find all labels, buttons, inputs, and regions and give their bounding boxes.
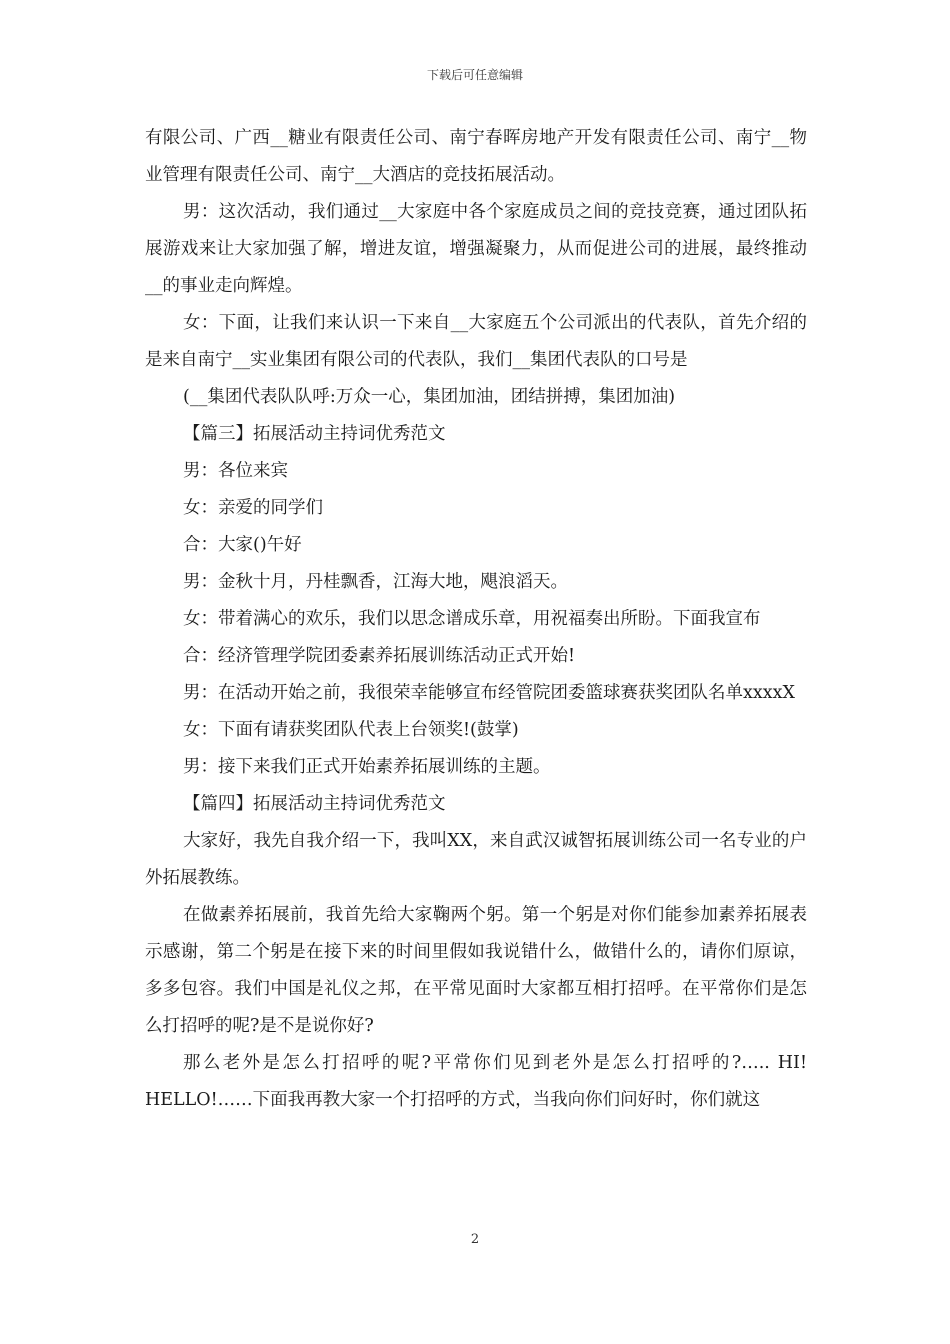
paragraph: 男：各位来宾: [183, 461, 288, 481]
paragraph: 合：大家()午好: [183, 535, 302, 555]
paragraph: 有限公司、广西__糖业有限责任公司、南宁春晖房地产开发有限责任公司、南宁__物业管理有限责任公司、南宁__大酒店的竞技拓展活动。: [145, 128, 807, 185]
paragraph: 那么老外是怎么打招呼的呢?平常你们见到老外是怎么打招呼的?….. HI! HELLO!……下面我再教大家一个打招呼的方式，当我向你们问好时，你们就这: [145, 1053, 807, 1110]
section-heading: 【篇三】拓展活动主持词优秀范文: [183, 424, 446, 444]
paragraph: 女：下面有请获奖团队代表上台领奖!(鼓掌): [183, 720, 519, 740]
page-header-note: 下载后可任意编辑: [426, 68, 523, 82]
paragraph: 女：下面，让我们来认识一下来自__大家庭五个公司派出的代表队，首先介绍的是来自南宁__实业集团有限公司的代表队，我们__集团代表队的口号是: [145, 313, 807, 370]
paragraph: 女：亲爱的同学们: [183, 498, 323, 518]
paragraph: (__集团代表队队呼:万众一心，集团加油，团结拼搏，集团加油): [183, 387, 676, 407]
section-heading: 【篇四】拓展活动主持词优秀范文: [183, 794, 446, 814]
paragraph: 男：在活动开始之前，我很荣幸能够宣布经管院团委篮球赛获奖团队名单xxxxX: [183, 683, 795, 703]
document-body: [145, 120, 807, 1119]
page-number: 2: [470, 1232, 480, 1247]
paragraph: 女：带着满心的欢乐，我们以思念谱成乐章，用祝福奏出所盼。下面我宣布: [183, 609, 761, 629]
paragraph: 在做素养拓展前，我首先给大家鞠两个躬。第一个躬是对你们能参加素养拓展表示感谢，第二个躬是在接下来的时间里假如我说错什么，做错什么的，请你们原谅，多多包容。我们中国是礼仪之邦，在平常见面时大家都互相打招呼。在平常你们是怎么打招呼的呢?是不是说你好?: [145, 905, 807, 1036]
paragraph: 合：经济管理学院团委素养拓展训练活动正式开始!: [183, 646, 576, 666]
paragraph: 男：金秋十月，丹桂飘香，江海大地，飓浪滔天。: [183, 572, 568, 592]
paragraph: 男：这次活动，我们通过__大家庭中各个家庭成员之间的竞技竞赛，通过团队拓展游戏来让大家加强了解，增进友谊，增强凝聚力，从而促进公司的进展，最终推动__的事业走向辉煌。: [145, 202, 807, 296]
paragraph: 男：接下来我们正式开始素养拓展训练的主题。: [183, 757, 551, 777]
paragraph: 大家好，我先自我介绍一下，我叫XX，来自武汉诚智拓展训练公司一名专业的户外拓展教练。: [145, 831, 807, 888]
